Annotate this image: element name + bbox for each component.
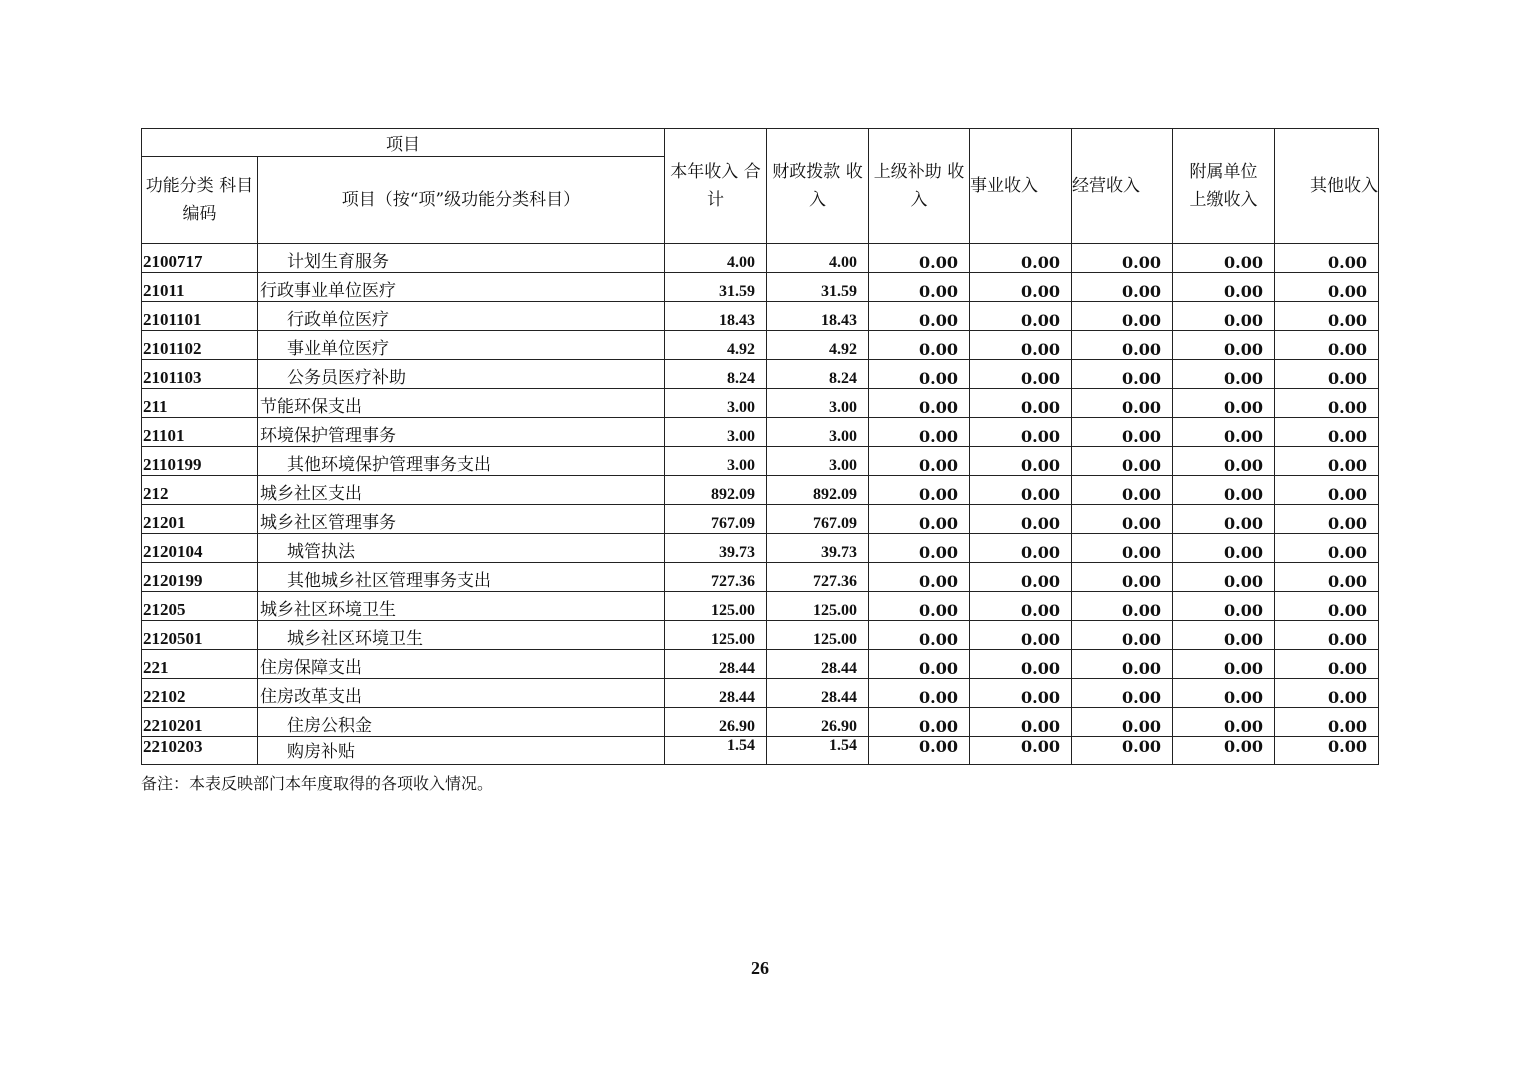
cell-fiscal-appropriation: 767.09 bbox=[767, 505, 869, 534]
cell-total-income: 727.36 bbox=[665, 563, 767, 592]
cell-business-income: 0.00 bbox=[970, 418, 1072, 447]
cell-other-income: 0.00 bbox=[1275, 592, 1379, 621]
cell-affiliated-unit-income: 0.00 bbox=[1173, 737, 1275, 765]
cell-fiscal-appropriation: 3.00 bbox=[767, 447, 869, 476]
cell-affiliated-unit-income: 0.00 bbox=[1173, 621, 1275, 650]
table-body bbox=[142, 244, 1379, 765]
cell-operating-income: 0.00 bbox=[1072, 679, 1173, 708]
cell-item-name: 城乡社区管理事务 bbox=[258, 505, 665, 534]
cell-superior-subsidy: 0.00 bbox=[869, 534, 970, 563]
cell-code: 21101 bbox=[142, 418, 258, 447]
cell-affiliated-unit-income: 0.00 bbox=[1173, 302, 1275, 331]
cell-other-income: 0.00 bbox=[1275, 679, 1379, 708]
cell-code: 2120199 bbox=[142, 563, 258, 592]
table-row bbox=[142, 418, 1379, 447]
cell-business-income: 0.00 bbox=[970, 331, 1072, 360]
cell-other-income: 0.00 bbox=[1275, 476, 1379, 505]
cell-code: 2100717 bbox=[142, 244, 258, 273]
cell-operating-income: 0.00 bbox=[1072, 360, 1173, 389]
cell-item-name: 城管执法 bbox=[258, 534, 665, 563]
cell-operating-income: 0.00 bbox=[1072, 563, 1173, 592]
table-row bbox=[142, 331, 1379, 360]
cell-superior-subsidy: 0.00 bbox=[869, 331, 970, 360]
cell-code: 2101102 bbox=[142, 331, 258, 360]
cell-item-name: 环境保护管理事务 bbox=[258, 418, 665, 447]
cell-business-income: 0.00 bbox=[970, 679, 1072, 708]
table-row bbox=[142, 737, 1379, 765]
cell-total-income: 1.54 bbox=[665, 737, 767, 765]
col-header-fiscal-appropriation: 财政拨款 收入 bbox=[767, 129, 869, 244]
cell-other-income: 0.00 bbox=[1275, 244, 1379, 273]
cell-affiliated-unit-income: 0.00 bbox=[1173, 476, 1275, 505]
cell-code: 21205 bbox=[142, 592, 258, 621]
cell-business-income: 0.00 bbox=[970, 244, 1072, 273]
cell-affiliated-unit-income: 0.00 bbox=[1173, 418, 1275, 447]
cell-other-income: 0.00 bbox=[1275, 389, 1379, 418]
cell-superior-subsidy: 0.00 bbox=[869, 476, 970, 505]
cell-fiscal-appropriation: 3.00 bbox=[767, 389, 869, 418]
cell-superior-subsidy: 0.00 bbox=[869, 302, 970, 331]
cell-superior-subsidy: 0.00 bbox=[869, 621, 970, 650]
cell-other-income: 0.00 bbox=[1275, 331, 1379, 360]
cell-other-income: 0.00 bbox=[1275, 447, 1379, 476]
cell-operating-income: 0.00 bbox=[1072, 273, 1173, 302]
cell-business-income: 0.00 bbox=[970, 534, 1072, 563]
col-header-item-name: 项目（按“项”级功能分类科目） bbox=[258, 157, 665, 244]
cell-fiscal-appropriation: 3.00 bbox=[767, 418, 869, 447]
income-table bbox=[141, 128, 1379, 765]
cell-business-income: 0.00 bbox=[970, 737, 1072, 765]
cell-superior-subsidy: 0.00 bbox=[869, 679, 970, 708]
cell-affiliated-unit-income: 0.00 bbox=[1173, 650, 1275, 679]
table-row bbox=[142, 447, 1379, 476]
cell-total-income: 4.92 bbox=[665, 331, 767, 360]
cell-item-name: 城乡社区支出 bbox=[258, 476, 665, 505]
cell-item-name: 节能环保支出 bbox=[258, 389, 665, 418]
project-group-header: 项目 bbox=[142, 129, 665, 157]
cell-fiscal-appropriation: 26.90 bbox=[767, 708, 869, 737]
table-row bbox=[142, 244, 1379, 273]
cell-other-income: 0.00 bbox=[1275, 563, 1379, 592]
cell-superior-subsidy: 0.00 bbox=[869, 389, 970, 418]
cell-affiliated-unit-income: 0.00 bbox=[1173, 331, 1275, 360]
cell-superior-subsidy: 0.00 bbox=[869, 273, 970, 302]
col-header-code: 功能分类 科目编码 bbox=[142, 157, 258, 244]
table-row bbox=[142, 505, 1379, 534]
cell-operating-income: 0.00 bbox=[1072, 621, 1173, 650]
cell-code: 211 bbox=[142, 389, 258, 418]
cell-affiliated-unit-income: 0.00 bbox=[1173, 534, 1275, 563]
table-row bbox=[142, 476, 1379, 505]
col-header-total-income: 本年收入 合计 bbox=[665, 129, 767, 244]
cell-operating-income: 0.00 bbox=[1072, 505, 1173, 534]
cell-operating-income: 0.00 bbox=[1072, 418, 1173, 447]
cell-fiscal-appropriation: 125.00 bbox=[767, 592, 869, 621]
cell-total-income: 28.44 bbox=[665, 679, 767, 708]
cell-total-income: 26.90 bbox=[665, 708, 767, 737]
cell-item-name: 行政单位医疗 bbox=[258, 302, 665, 331]
cell-code: 2210203 bbox=[142, 737, 258, 765]
table-note: 备注：本表反映部门本年度取得的各项收入情况。 bbox=[141, 774, 494, 793]
cell-business-income: 0.00 bbox=[970, 650, 1072, 679]
cell-superior-subsidy: 0.00 bbox=[869, 592, 970, 621]
cell-item-name: 购房补贴 bbox=[258, 737, 665, 765]
table-row bbox=[142, 302, 1379, 331]
cell-item-name: 城乡社区环境卫生 bbox=[258, 621, 665, 650]
cell-code: 22102 bbox=[142, 679, 258, 708]
cell-total-income: 125.00 bbox=[665, 592, 767, 621]
cell-total-income: 3.00 bbox=[665, 418, 767, 447]
cell-superior-subsidy: 0.00 bbox=[869, 708, 970, 737]
table-row bbox=[142, 360, 1379, 389]
cell-other-income: 0.00 bbox=[1275, 302, 1379, 331]
cell-other-income: 0.00 bbox=[1275, 360, 1379, 389]
cell-affiliated-unit-income: 0.00 bbox=[1173, 389, 1275, 418]
cell-total-income: 18.43 bbox=[665, 302, 767, 331]
cell-fiscal-appropriation: 39.73 bbox=[767, 534, 869, 563]
cell-other-income: 0.00 bbox=[1275, 708, 1379, 737]
col-header-affiliated-unit-income: 附属单位上缴收入 bbox=[1173, 129, 1275, 244]
cell-item-name: 住房改革支出 bbox=[258, 679, 665, 708]
cell-affiliated-unit-income: 0.00 bbox=[1173, 244, 1275, 273]
cell-total-income: 3.00 bbox=[665, 389, 767, 418]
cell-superior-subsidy: 0.00 bbox=[869, 505, 970, 534]
cell-superior-subsidy: 0.00 bbox=[869, 447, 970, 476]
cell-fiscal-appropriation: 18.43 bbox=[767, 302, 869, 331]
cell-item-name: 其他环境保护管理事务支出 bbox=[258, 447, 665, 476]
cell-code: 2101103 bbox=[142, 360, 258, 389]
cell-total-income: 3.00 bbox=[665, 447, 767, 476]
cell-total-income: 892.09 bbox=[665, 476, 767, 505]
cell-affiliated-unit-income: 0.00 bbox=[1173, 679, 1275, 708]
cell-operating-income: 0.00 bbox=[1072, 447, 1173, 476]
cell-total-income: 125.00 bbox=[665, 621, 767, 650]
cell-business-income: 0.00 bbox=[970, 447, 1072, 476]
cell-superior-subsidy: 0.00 bbox=[869, 650, 970, 679]
cell-fiscal-appropriation: 4.00 bbox=[767, 244, 869, 273]
table-row bbox=[142, 621, 1379, 650]
cell-affiliated-unit-income: 0.00 bbox=[1173, 592, 1275, 621]
cell-total-income: 31.59 bbox=[665, 273, 767, 302]
cell-fiscal-appropriation: 31.59 bbox=[767, 273, 869, 302]
table-row bbox=[142, 534, 1379, 563]
cell-business-income: 0.00 bbox=[970, 563, 1072, 592]
cell-item-name: 事业单位医疗 bbox=[258, 331, 665, 360]
cell-fiscal-appropriation: 28.44 bbox=[767, 679, 869, 708]
cell-code: 2120104 bbox=[142, 534, 258, 563]
cell-business-income: 0.00 bbox=[970, 592, 1072, 621]
cell-business-income: 0.00 bbox=[970, 708, 1072, 737]
cell-total-income: 4.00 bbox=[665, 244, 767, 273]
cell-item-name: 城乡社区环境卫生 bbox=[258, 592, 665, 621]
table-row bbox=[142, 273, 1379, 302]
cell-operating-income: 0.00 bbox=[1072, 244, 1173, 273]
table-row bbox=[142, 389, 1379, 418]
cell-other-income: 0.00 bbox=[1275, 621, 1379, 650]
table-row bbox=[142, 592, 1379, 621]
cell-operating-income: 0.00 bbox=[1072, 737, 1173, 765]
cell-total-income: 8.24 bbox=[665, 360, 767, 389]
col-header-other-income: 其他收入 bbox=[1275, 129, 1379, 244]
cell-code: 221 bbox=[142, 650, 258, 679]
cell-other-income: 0.00 bbox=[1275, 273, 1379, 302]
col-header-business-income: 事业收入 bbox=[970, 129, 1072, 244]
page-number: 26 bbox=[751, 958, 769, 978]
cell-code: 212 bbox=[142, 476, 258, 505]
cell-fiscal-appropriation: 1.54 bbox=[767, 737, 869, 765]
cell-fiscal-appropriation: 28.44 bbox=[767, 650, 869, 679]
cell-business-income: 0.00 bbox=[970, 621, 1072, 650]
cell-superior-subsidy: 0.00 bbox=[869, 244, 970, 273]
cell-affiliated-unit-income: 0.00 bbox=[1173, 505, 1275, 534]
cell-code: 2210201 bbox=[142, 708, 258, 737]
col-header-operating-income: 经营收入 bbox=[1072, 129, 1173, 244]
cell-superior-subsidy: 0.00 bbox=[869, 360, 970, 389]
cell-code: 2120501 bbox=[142, 621, 258, 650]
cell-superior-subsidy: 0.00 bbox=[869, 563, 970, 592]
cell-operating-income: 0.00 bbox=[1072, 389, 1173, 418]
table-row bbox=[142, 679, 1379, 708]
cell-item-name: 计划生育服务 bbox=[258, 244, 665, 273]
cell-business-income: 0.00 bbox=[970, 505, 1072, 534]
cell-other-income: 0.00 bbox=[1275, 737, 1379, 765]
cell-operating-income: 0.00 bbox=[1072, 708, 1173, 737]
cell-code: 21201 bbox=[142, 505, 258, 534]
cell-item-name: 住房保障支出 bbox=[258, 650, 665, 679]
cell-other-income: 0.00 bbox=[1275, 418, 1379, 447]
cell-operating-income: 0.00 bbox=[1072, 476, 1173, 505]
cell-total-income: 39.73 bbox=[665, 534, 767, 563]
cell-item-name: 其他城乡社区管理事务支出 bbox=[258, 563, 665, 592]
cell-operating-income: 0.00 bbox=[1072, 534, 1173, 563]
cell-business-income: 0.00 bbox=[970, 360, 1072, 389]
cell-affiliated-unit-income: 0.00 bbox=[1173, 360, 1275, 389]
cell-operating-income: 0.00 bbox=[1072, 302, 1173, 331]
cell-operating-income: 0.00 bbox=[1072, 331, 1173, 360]
cell-total-income: 28.44 bbox=[665, 650, 767, 679]
cell-item-name: 行政事业单位医疗 bbox=[258, 273, 665, 302]
cell-fiscal-appropriation: 727.36 bbox=[767, 563, 869, 592]
cell-fiscal-appropriation: 8.24 bbox=[767, 360, 869, 389]
col-header-superior-subsidy: 上级补助 收入 bbox=[869, 129, 970, 244]
cell-business-income: 0.00 bbox=[970, 476, 1072, 505]
cell-operating-income: 0.00 bbox=[1072, 650, 1173, 679]
cell-affiliated-unit-income: 0.00 bbox=[1173, 447, 1275, 476]
cell-superior-subsidy: 0.00 bbox=[869, 737, 970, 765]
cell-business-income: 0.00 bbox=[970, 302, 1072, 331]
cell-item-name: 公务员医疗补助 bbox=[258, 360, 665, 389]
table-row bbox=[142, 708, 1379, 737]
cell-superior-subsidy: 0.00 bbox=[869, 418, 970, 447]
cell-business-income: 0.00 bbox=[970, 389, 1072, 418]
cell-fiscal-appropriation: 892.09 bbox=[767, 476, 869, 505]
cell-total-income: 767.09 bbox=[665, 505, 767, 534]
table-row bbox=[142, 563, 1379, 592]
cell-other-income: 0.00 bbox=[1275, 505, 1379, 534]
cell-affiliated-unit-income: 0.00 bbox=[1173, 563, 1275, 592]
cell-other-income: 0.00 bbox=[1275, 650, 1379, 679]
cell-affiliated-unit-income: 0.00 bbox=[1173, 273, 1275, 302]
cell-fiscal-appropriation: 4.92 bbox=[767, 331, 869, 360]
cell-business-income: 0.00 bbox=[970, 273, 1072, 302]
cell-code: 21011 bbox=[142, 273, 258, 302]
cell-affiliated-unit-income: 0.00 bbox=[1173, 708, 1275, 737]
cell-operating-income: 0.00 bbox=[1072, 592, 1173, 621]
cell-other-income: 0.00 bbox=[1275, 534, 1379, 563]
cell-fiscal-appropriation: 125.00 bbox=[767, 621, 869, 650]
cell-code: 2101101 bbox=[142, 302, 258, 331]
table-row bbox=[142, 650, 1379, 679]
cell-code: 2110199 bbox=[142, 447, 258, 476]
cell-item-name: 住房公积金 bbox=[258, 708, 665, 737]
